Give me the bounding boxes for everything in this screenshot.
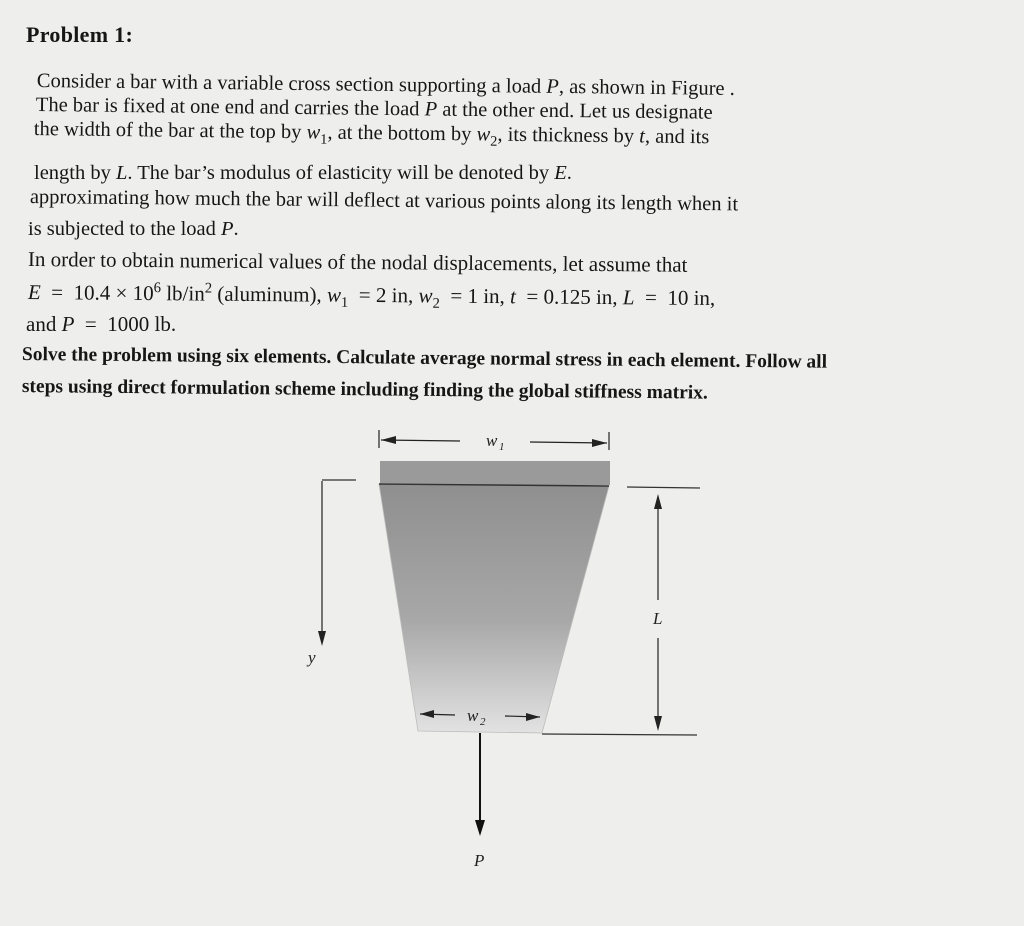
bottom-reference-line <box>542 734 697 735</box>
text-line: approximating how much the bar will deflect at various points along its length when it <box>29 186 739 216</box>
load-arrow <box>473 733 485 870</box>
text-line: The bar is fixed at one end and carries the load P at the other end. Let us designate <box>35 94 713 124</box>
problem-title: Problem 1: <box>26 22 134 47</box>
fixed-support <box>380 461 610 485</box>
text-line: $E = 10.4 \times 10^6$ $lb/in^2$ (aluminum), $w_1 = 2$ in, $w_2 = 1$ in, t = 0.125 in, L = 10 in, <box>27 280 716 312</box>
w2-subscript: 2 <box>480 716 486 728</box>
w2-label: w <box>467 706 479 725</box>
text-line: the width of the bar at the top by $w_1$, at the bottom by $w_2$, its thickness by t, and its <box>33 118 710 150</box>
text-line: Consider a bar with a variable cross section supporting a load P, as shown in Figure . <box>36 70 735 100</box>
text-line: is subjected to the load P. <box>28 218 239 240</box>
w1-subscript: 1 <box>499 441 505 453</box>
top-right-reference-line <box>627 487 700 488</box>
text-line: Solve the problem using six elements. Calculate average normal stress in each element. Follow all <box>21 344 828 373</box>
text-line: length by L. The bar’s modulus of elasticity will be denoted by E. <box>34 162 572 184</box>
y-axis <box>306 481 326 667</box>
text-line: and P = 1000 lb. <box>26 312 177 336</box>
tapered-bar <box>379 484 609 733</box>
text-line: In order to obtain numerical values of the nodal displacements, let assume that <box>27 247 688 277</box>
w1-label: w <box>486 431 498 450</box>
L-label: L <box>653 609 663 628</box>
w1-dimension <box>379 430 609 453</box>
text-line: steps using direct formulation scheme including finding the global stiffness matrix. <box>21 376 708 404</box>
L-dimension <box>652 494 662 731</box>
P-label: P <box>474 851 485 870</box>
y-label: y <box>308 648 316 667</box>
